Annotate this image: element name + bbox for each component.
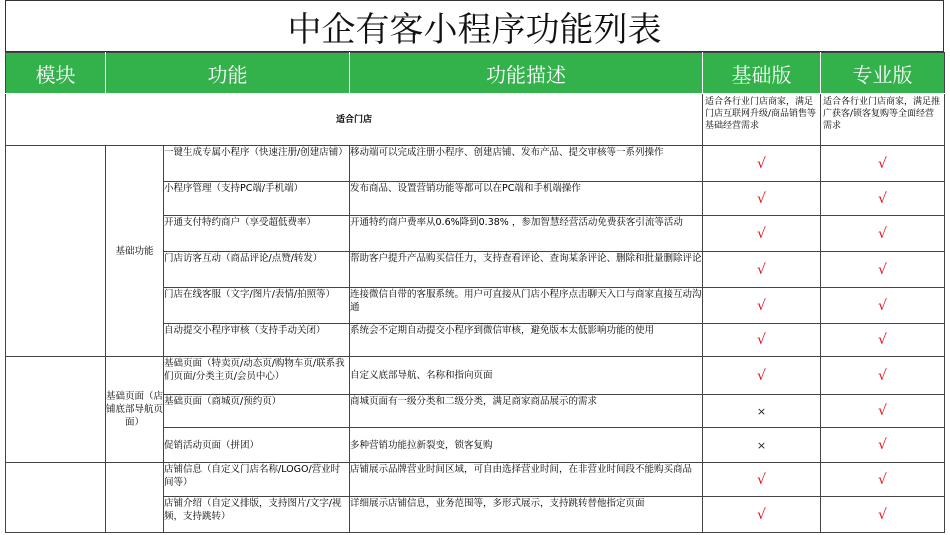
cross-mark: × xyxy=(756,405,767,418)
check-mark: √ xyxy=(878,190,887,207)
indent-cell xyxy=(6,357,106,463)
header-basic: 基础版 xyxy=(703,53,821,94)
check-mark: √ xyxy=(757,225,766,242)
store-row xyxy=(6,94,945,146)
description-cell: 开通特约商户费率从0.6%降到0.38% ，参加智慧经营活动免费获客引流等活动 xyxy=(350,216,703,252)
basic-mark-cell xyxy=(703,324,821,357)
table-row xyxy=(6,463,945,497)
cross-mark: × xyxy=(756,439,767,452)
header-feature: 功能 xyxy=(106,53,350,94)
pro-mark-cell xyxy=(821,288,945,324)
feature-cell: 开通支付特约商户（享受超低费率） xyxy=(164,216,350,252)
basic-mark-cell xyxy=(703,146,821,182)
check-mark: √ xyxy=(757,155,766,172)
basic-mark-cell xyxy=(703,428,821,463)
check-mark: √ xyxy=(757,471,766,488)
pro-mark-cell xyxy=(821,146,945,182)
basic-mark-cell xyxy=(703,357,821,395)
basic-mark-cell xyxy=(703,288,821,324)
feature-cell: 自动提交小程序审核（支持手动关闭） xyxy=(164,324,350,357)
store-pro-desc: 适合各行业门店商家，满足推广获客/锁客复购等全面经营需求 xyxy=(821,94,945,146)
pro-mark-cell xyxy=(821,395,945,428)
description-cell: 店铺展示品牌营业时间区域，可自由选择营业时间，在非营业时间段不能购买商品 xyxy=(350,463,703,497)
feature-cell: 促销活动页面（拼团） xyxy=(164,428,350,463)
pro-mark-cell xyxy=(821,497,945,533)
header-module: 模块 xyxy=(6,53,106,94)
pro-mark-cell xyxy=(821,357,945,395)
feature-cell: 一键生成专属小程序（快速注册/创建店铺） xyxy=(164,146,350,182)
check-mark: √ xyxy=(757,190,766,207)
basic-mark-cell xyxy=(703,252,821,288)
description-cell: 多种营销功能拉新裂变，锁客复购 xyxy=(350,428,703,463)
check-mark: √ xyxy=(757,367,766,384)
check-mark: √ xyxy=(878,332,887,348)
module-cell: 基础功能 xyxy=(106,146,164,357)
feature-cell: 店铺信息（自定义门店名称/LOGO/营业时间等） xyxy=(164,463,350,497)
description-cell: 系统会不定期自动提交小程序到微信审核，避免版本太低影响功能的使用 xyxy=(350,324,703,357)
header-description: 功能描述 xyxy=(350,53,703,94)
basic-mark-cell xyxy=(703,395,821,428)
check-mark: √ xyxy=(878,437,887,453)
check-mark: √ xyxy=(878,297,887,314)
feature-table xyxy=(5,52,945,533)
check-mark: √ xyxy=(878,261,887,278)
store-basic-desc: 适合各行业门店商家，满足门店互联网升级/商品销售等基础经营需求 xyxy=(703,94,821,146)
feature-cell: 门店访客互动（商品评论/点赞/转发） xyxy=(164,252,350,288)
check-mark: √ xyxy=(878,506,887,523)
table-row xyxy=(6,357,945,395)
header-row xyxy=(6,53,945,94)
pro-mark-cell xyxy=(821,428,945,463)
pro-mark-cell xyxy=(821,252,945,288)
basic-mark-cell xyxy=(703,216,821,252)
description-cell: 发布商品、设置营销功能等都可以在PC端和手机端操作 xyxy=(350,182,703,216)
feature-cell: 小程序管理（支持PC端/手机端） xyxy=(164,182,350,216)
pro-mark-cell xyxy=(821,182,945,216)
description-cell: 商城页面有一级分类和二级分类，满足商家商品展示的需求 xyxy=(350,395,703,428)
description-cell: 连接微信自带的客服系统。用户可直接从门店小程序点击聊天入口与商家直接互动沟通 xyxy=(350,288,703,324)
module-cell xyxy=(106,463,164,533)
pro-mark-cell xyxy=(821,216,945,252)
module-cell: 基础页面（店铺底部导航页面） xyxy=(106,357,164,463)
check-mark: √ xyxy=(757,332,766,348)
description-cell: 移动端可以完成注册小程序、创建店铺、发布产品、提交审核等一系列操作 xyxy=(350,146,703,182)
feature-cell: 门店在线客服（文字/图片/表情/拍照等） xyxy=(164,288,350,324)
table-row xyxy=(6,146,945,182)
check-mark: √ xyxy=(878,155,887,172)
basic-mark-cell xyxy=(703,463,821,497)
description-cell: 帮助客户提升产品购买信任力，支持查看评论、查询某条评论、删除和批量删除评论 xyxy=(350,252,703,288)
header-pro: 专业版 xyxy=(821,53,945,94)
feature-cell: 基础页面（特卖页/动态页/购物车页/联系我们页面/分类主页/会员中心） xyxy=(164,357,350,395)
check-mark: √ xyxy=(878,225,887,242)
indent-cell xyxy=(6,146,106,357)
check-mark: √ xyxy=(757,261,766,278)
check-mark: √ xyxy=(878,471,887,488)
basic-mark-cell xyxy=(703,182,821,216)
basic-mark-cell xyxy=(703,497,821,533)
description-cell: 详细展示店铺信息，业务范围等，多形式展示，支持跳转替他指定页面 xyxy=(350,497,703,533)
feature-cell: 店铺介绍（自定义排版，支持图片/文字/视频，支持跳转） xyxy=(164,497,350,533)
feature-cell: 基础页面（商城页/预约页） xyxy=(164,395,350,428)
check-mark: √ xyxy=(757,506,766,523)
pro-mark-cell xyxy=(821,463,945,497)
page-title: 中企有客小程序功能列表 xyxy=(5,0,944,52)
check-mark: √ xyxy=(878,403,887,419)
pro-mark-cell xyxy=(821,324,945,357)
check-mark: √ xyxy=(757,297,766,314)
check-mark: √ xyxy=(878,367,887,384)
description-cell: 自定义底部导航、名称和指向页面 xyxy=(350,357,703,395)
indent-cell xyxy=(6,463,106,533)
store-label: 适合门店 xyxy=(6,94,703,146)
